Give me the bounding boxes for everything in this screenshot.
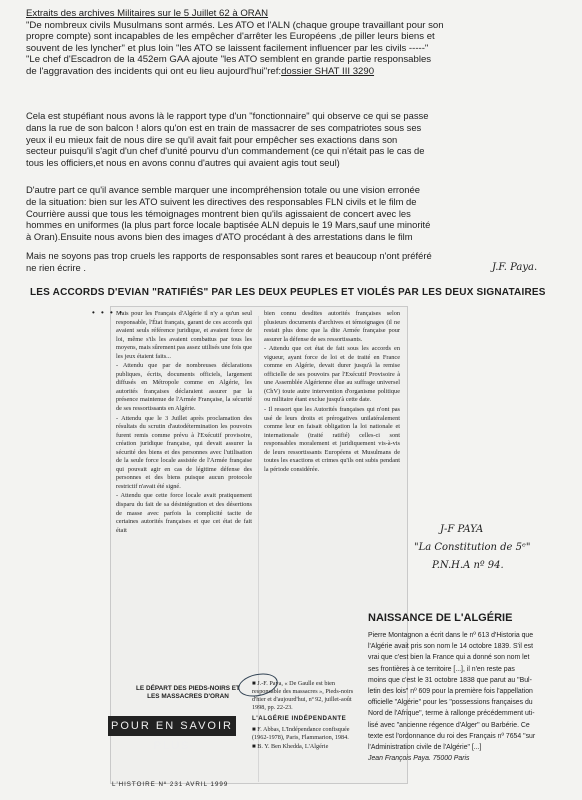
bibliography-entry: ■ J.-F. Paya, « De Gaulle est bien responsable des massacres », Pieds-noirs d'hier et d'aujourd'hui, nº 92, juillet-août 1998, pp. 22-23. (252, 680, 354, 711)
handwritten-issue: P.N.H.A nº 94. (432, 560, 504, 571)
article-paragraph: - Il ressort que les Autorités françaises qui n'ont pas usé de leurs droits et prérogatives unilatéralement comme leur en faisait obligation la loi nationale et internationale (traité ratifié) celles-ci sont responsables moralement et juridiquement vis-à-vis de leurs ressortissants Européens et Musulmans de toutes les exactions et crimes qu'ils ont subis pendant la période considérée. (264, 406, 400, 473)
extract-line-text: de l'aggravation des incidents qui ont eu lieu aujourd'hui"ref: (26, 65, 282, 77)
extract-line: "De nombreux civils Musulmans sont armés. Les ATO et l'ALN (chaque groupe travaillant pour son (26, 19, 444, 31)
naissance-line: Pierre Montagnon a écrit dans le nº 613 d'Historia que (368, 632, 534, 639)
commentary-line: D'autre part ce qu'il avance semble marquer une incompréhension totale ou une vision erronée (26, 184, 420, 195)
naissance-text (368, 630, 564, 764)
naissance-line: l'Administration civile de l'Algérie" [...] (368, 744, 482, 752)
naissance-line: l'Algérie avait pris son nom le 14 octobre 1839. S'il est (368, 643, 534, 651)
shat-reference: dossier SHAT III 3290 (281, 65, 375, 77)
commentary-line: Mais ne soyons pas trop cruels les rapports de responsables sont rares et beaucoup n'ont préféré (26, 250, 432, 261)
archive-extract (26, 8, 562, 78)
commentary-line: Cela est stupéfiant nous avons là le rapport type d'un "fonctionnaire" qui observe ce qui se passe (26, 110, 429, 121)
article-column-1 (116, 310, 252, 536)
article-paragraph: Mais pour les Français d'Algérie il n'y a qu'un seul responsable, l'État français, garant de ces accords qui avaient seuls référence juridique, et avaient force de loi, même s'ils les avaient combattus par tous les moyens, mais sûrement pas assez utilisés une fois que les jeux étaient faits... (116, 310, 252, 360)
bibliography-entry: ■ B. Y. Ben Khedda, L'Algérie (252, 743, 329, 750)
naissance-line: moins que c'est le 31 octobre 1838 que parut au "Bul- (368, 676, 532, 684)
article-paragraph: - Attendu que le 3 Juillet après proclamation des résultats du scrutin d'autodétermination les pouvoirs furent remis comme prévu à l'Exécutif provisoire, création juridique française, qui devait assurer la sécurité des biens et des personnes avec l'utilisation de la seule force locale assistée de l'Armée française qui pouvait agir en cas de légitime défense des personnes et des biens puisque aucun protocole restrictif n'avait été signé. (116, 414, 252, 490)
bullet-dots: • • • • (92, 308, 124, 317)
naissance-title: NAISSANCE DE L'ALGÉRIE (368, 612, 513, 624)
naissance-line: Nord de l'Afrique", terme à rallonge précédemment uti- (368, 710, 535, 718)
commentary-line: ne rien écrire . (26, 261, 86, 273)
commentary-paragraph-1 (26, 110, 562, 169)
photo-caption: LE DÉPART DES PIEDS-NOIRS ET LES MASSACRES D'ORAN (136, 685, 240, 700)
pour-en-savoir-plus-banner: POUR EN SAVOIR PLUS (108, 716, 236, 736)
naissance-line: letin des lois" nº 609 pour la première fois l'appellation (368, 688, 533, 696)
commentary-line: dans la rue de son balcon ! alors qu'on est en train de massacrer de ses compatriotes sous ses (26, 121, 422, 133)
extract-line: propre compte) sont incapables de les empêcher d'arrêter les Européens ,de piller leurs biens et (26, 31, 435, 43)
bibliography-entry: ■ F. Abbas, L'Indépendance confisquée (1962-1978), Paris, Flammarion, 1984. (252, 726, 350, 741)
author-signature: J.F. Paya. (492, 262, 538, 273)
article-paragraph: - Attendu que par de nombreuses déclarations publiques, écrits, documents officiels, largement diffusés en Métropole comme en Algérie, les autorités françaises déclaraient assurer par la présence maintenue de l'Armée Française, la sécurité de ses ressortissants en Algérie. (116, 362, 252, 413)
handwritten-name: J-F PAYA (440, 524, 484, 535)
commentary-line: de la situation: bien sur les ATO suivent les directives des responsables FLN civils et le film de (26, 195, 417, 207)
commentary-line: Courrière aussi que tous les témoignages montrent bien qu'ils agissaient de concert avec les (26, 207, 411, 219)
bibliography (252, 680, 360, 752)
commentary-line: à Oran).Ensuite nous avons bien des images d'ATO procédant à des arrestations dans le film (26, 231, 413, 243)
handwritten-source: "La Constitution de 5ᵉ" (414, 542, 531, 553)
article-paragraph: bien connu desdites autorités françaises selon plusieurs documents d'archives et témoignages (il ne restait plus donc que la dite Armée française pour assurer la défense de ses ressortissants. (264, 310, 400, 343)
commentary-paragraph-3 (26, 250, 562, 274)
bibliography-heading: L'ALGÉRIE INDÉPENDANTE (252, 715, 347, 722)
commentary-line: yeux il eu mieux fait de nous dire se qu'il avait fait pour empêcher ses exactions dans son (26, 133, 398, 145)
extract-line: "Le chef d'Escadron de la 452em GAA ajoute "les ATO semblent en grande partie responsables (26, 54, 432, 66)
evian-headline: LES ACCORDS D'EVIAN "RATIFIÉS" PAR LES DEUX PEUPLES ET VIOLÉS PAR LES DEUX SIGNATAIRES (30, 287, 546, 298)
extract-heading: Extraits des archives Militaires sur le 5 Juillet 62 à ORAN (26, 8, 269, 19)
article-paragraph: - Attendu que cet état de fait sous les accords en vigueur, ayant force de loi et de traité en France comme en Algérie, devait durer jusqu'à la remise officielle de ses pouvoirs par l'Exécutif Provisoire à une Assemblée Algérienne élue au suffrage universel (ChV) toute autre intervention d'organisme politique ou militaire étant exclue jusqu'à cette date. (264, 345, 400, 404)
article-paragraph: - Attendu que cette force locale avait pratiquement disparu du fait de sa désintégration et des désertions de masse avec parfois la complicité tacite de certaines autorités françaises et que cet état de fait était (116, 492, 252, 534)
commentary-paragraph-2 (26, 184, 562, 243)
extract-line (26, 66, 562, 78)
commentary-line: tous les officiers,et nous en avons connu d'autres qui avaient agis tout seul) (26, 157, 340, 169)
extract-line: souvent de les lyncher" et plus loin "les ATO se laissent facilement influencer par les civils -----" (26, 42, 429, 54)
naissance-line: vrai que c'est bien la France qui a donné son nom let (368, 654, 530, 662)
naissance-line: lisé avec "ancienne régence d'Alger" ou Barbérie. Ce (368, 721, 530, 729)
naissance-line: officielle "Algérie" pour les "possessions françaises du (368, 699, 533, 707)
commentary-line: hommes en uniformes (la plus part force locale baptisée ALN depuis le 19 Mars,sauf une minorité (26, 219, 431, 231)
issue-footer: L'HISTOIRE Nº 231 AVRIL 1999 (112, 781, 229, 788)
naissance-line: ses frontières à ce territoire [...], il n'en reste pas (368, 665, 515, 673)
commentary-line: secteur puisqu'il s'agit d'un chef d'unité pourvu d'un commandement (ce qui n'était pas le cas de (26, 145, 425, 157)
naissance-signature: Jean François Paya. 75000 Paris (368, 755, 470, 763)
article-column-2 (264, 310, 400, 475)
naissance-line: texte est l'ordonnance du roi des Français nº 7654 "sur (368, 732, 536, 740)
